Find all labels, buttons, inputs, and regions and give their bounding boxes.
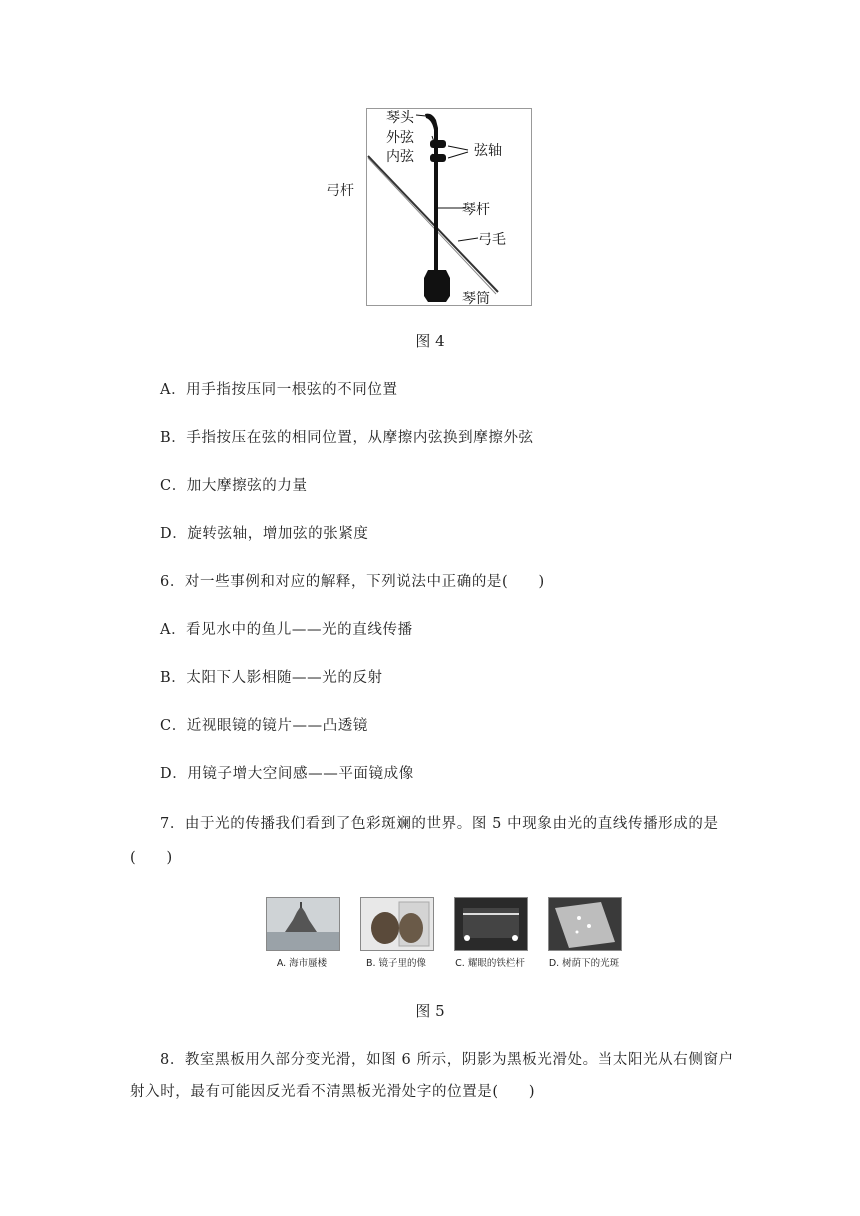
erhu-diagram — [366, 108, 532, 306]
q8-stem-line1: 8．教室黑板用久部分变光滑，如图 6 所示，阴影为黑板光滑处。当太阳光从右侧窗户 — [160, 1052, 734, 1068]
erhu-body — [424, 270, 450, 302]
q5-option-b: B．手指按压在弦的相同位置，从摩擦内弦换到摩擦外弦 — [160, 430, 534, 446]
q8-stem-line2: 射入时，最有可能因反光看不清黑板光滑处字的位置是( ) — [130, 1084, 536, 1100]
q6-option-d: D．用镜子增大空间感——平面镜成像 — [160, 766, 414, 782]
label-xianzhou: 弦轴 — [474, 143, 502, 159]
figure4-caption: 图 4 — [415, 332, 445, 350]
q5-option-c: C．加大摩擦弦的力量 — [160, 478, 308, 494]
image-light-spots — [548, 897, 622, 951]
label-neixian: 内弦 — [386, 149, 414, 165]
label-qintong: 琴筒 — [462, 291, 490, 306]
label-waixian: 外弦 — [386, 130, 414, 146]
image-label-b: B. 镜子里的像 — [365, 958, 427, 969]
label-qintou: 琴头 — [386, 110, 414, 126]
image-mirage — [266, 897, 340, 951]
q7-stem-line1: 7．由于光的传播我们看到了色彩斑斓的世界。图 5 中现象由光的直线传播形成的是 — [160, 816, 719, 832]
q6-option-c: C．近视眼镜的镜片——凸透镜 — [160, 718, 368, 734]
q6-option-b: B．太阳下人影相随——光的反射 — [160, 670, 383, 686]
figure5-caption: 图 5 — [415, 1002, 445, 1020]
image-railing — [454, 897, 528, 951]
image-label-a: A. 海市蜃楼 — [276, 958, 328, 969]
q5-option-d: D．旋转弦轴，增加弦的张紧度 — [160, 526, 369, 542]
q6-stem: 6．对一些事例和对应的解释，下列说法中正确的是( ) — [160, 574, 545, 590]
q7-stem-line2: ( ) — [130, 850, 173, 866]
label-gonggan: 弓杆 — [326, 183, 354, 199]
image-label-d: D. 树荫下的光斑 — [548, 958, 620, 969]
peg-lower — [430, 154, 446, 162]
image-mirror — [360, 897, 434, 951]
peg-upper — [430, 140, 446, 148]
image-label-c: C. 耀眼的铁栏杆 — [455, 958, 525, 969]
q6-option-a: A．看见水中的鱼儿——光的直线传播 — [160, 622, 413, 638]
label-gongmao: 弓毛 — [478, 232, 506, 248]
erhu-diagram-svg — [366, 108, 532, 306]
label-qingan: 琴杆 — [462, 202, 490, 218]
figure5-images — [266, 897, 626, 969]
q5-option-a: A．用手指按压同一根弦的不同位置 — [160, 382, 398, 398]
